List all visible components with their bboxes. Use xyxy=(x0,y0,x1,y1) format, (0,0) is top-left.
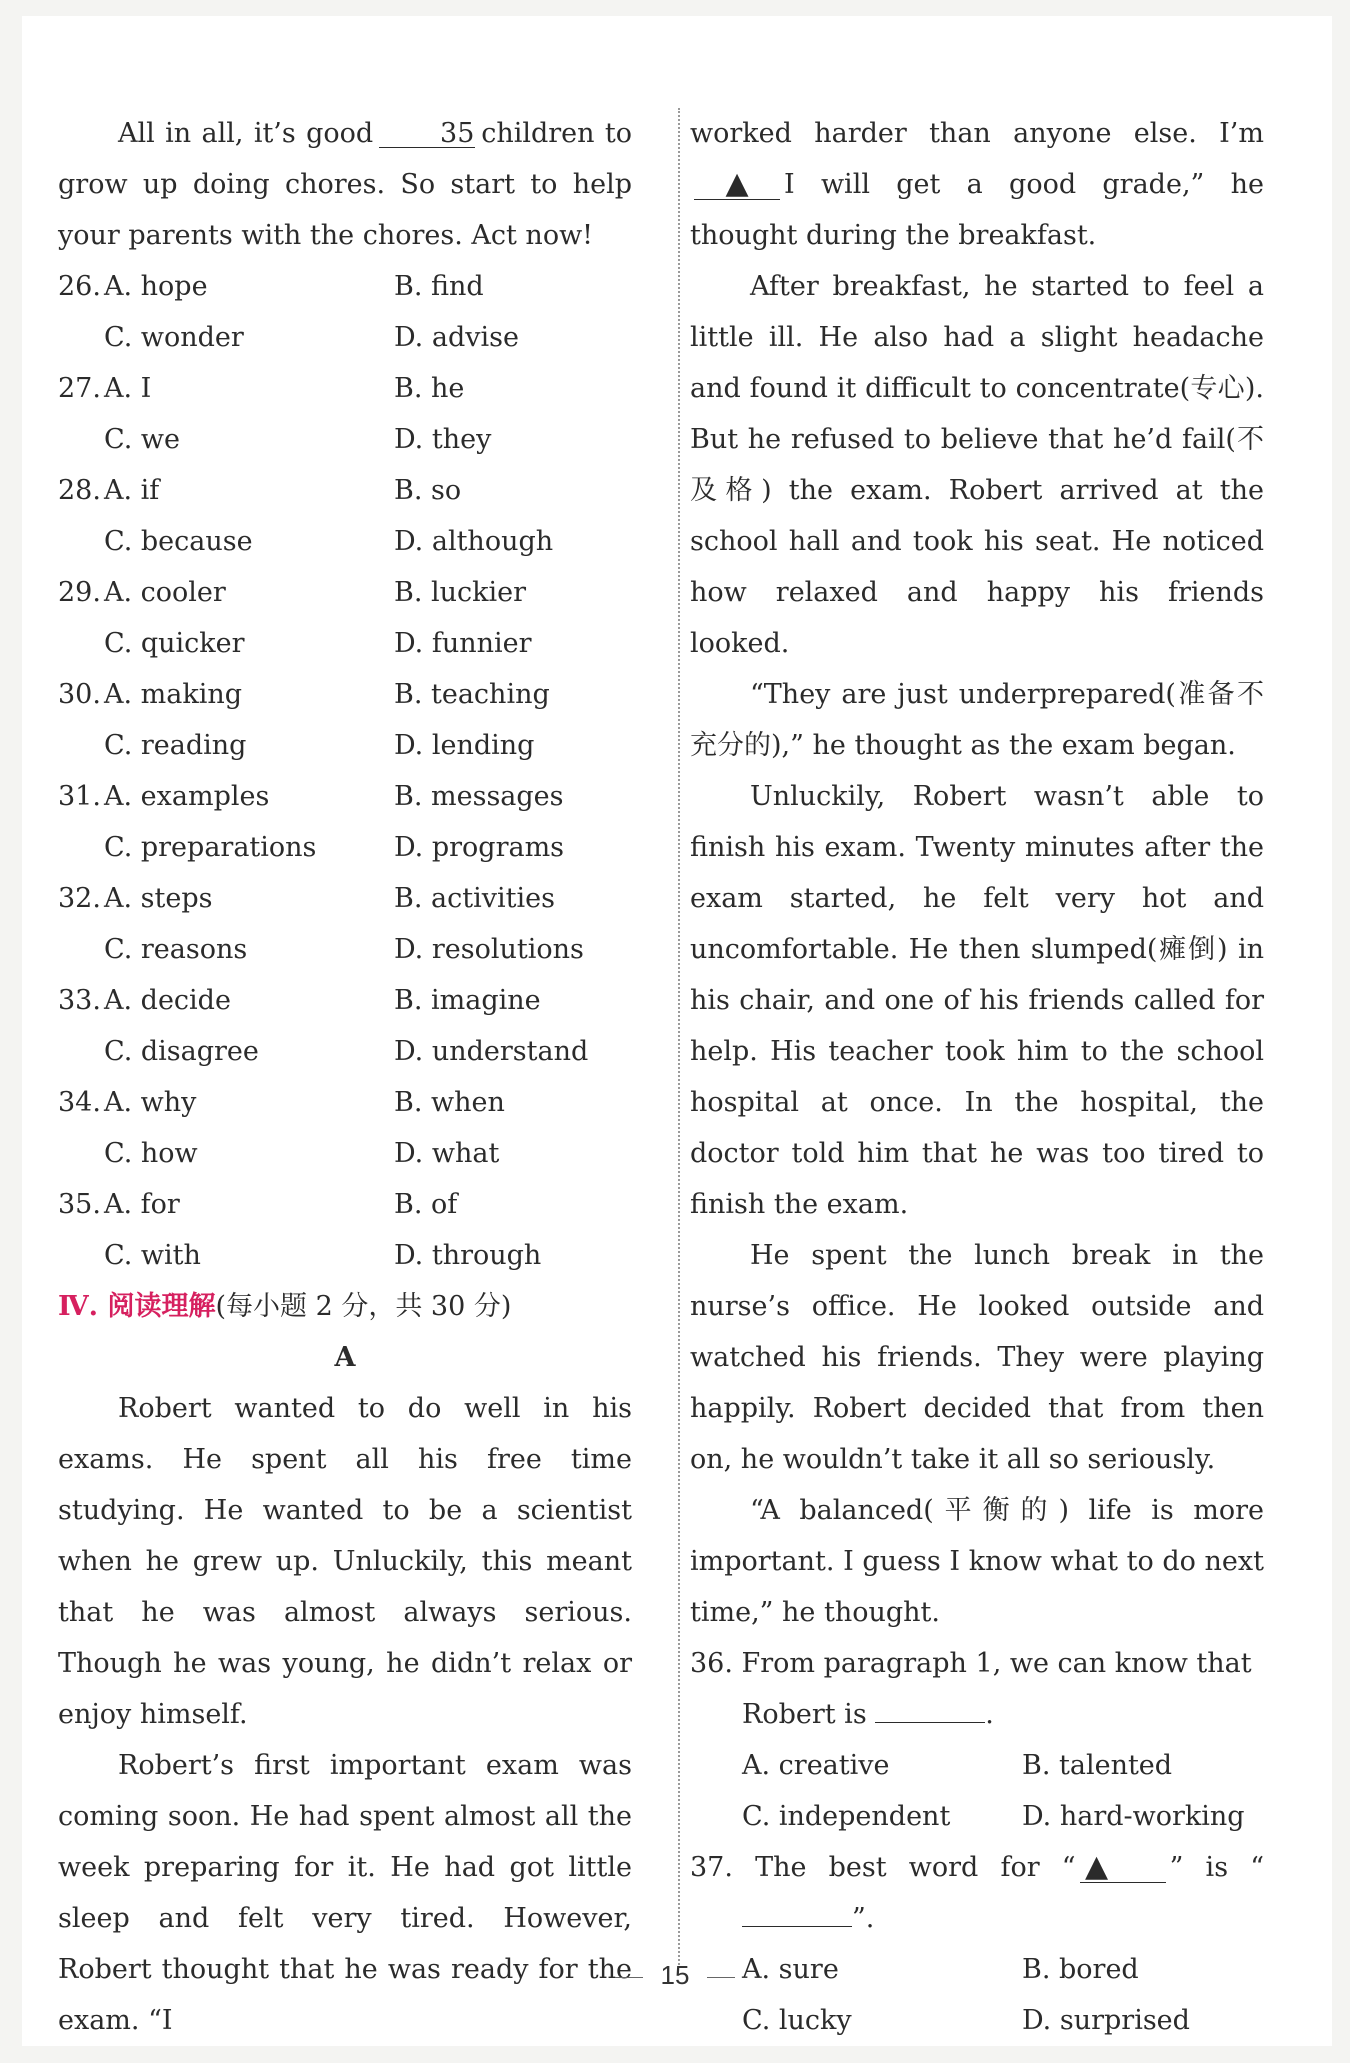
question-number: 34. xyxy=(58,1087,101,1118)
option-b: B. luckier xyxy=(394,577,527,608)
option-a: A. sure xyxy=(742,1954,839,1985)
passage-paragraph: He spent the lunch break in the nurse’s office. He looked outside and watched his friends. They were playing happily. Robert decided that from then on, he wouldn’t take it all so seriously. xyxy=(690,1240,1264,1475)
option-a: A. why xyxy=(104,1087,197,1118)
triangle-blank: ▲ xyxy=(694,169,780,200)
cloze-question xyxy=(58,363,632,465)
option-d: D. they xyxy=(394,424,492,455)
question-text: . xyxy=(985,1699,994,1730)
spacer xyxy=(58,822,104,873)
option-c: C. reading xyxy=(104,730,247,761)
spacer xyxy=(58,414,104,465)
answer-blank-35: 35 xyxy=(379,121,475,148)
option-d: D. through xyxy=(394,1240,542,1271)
question-number: 35. xyxy=(58,1189,101,1220)
option-d: D. programs xyxy=(394,832,565,863)
conclusion-paragraph xyxy=(58,108,632,261)
option-d: D. surprised xyxy=(1022,2005,1190,2036)
option-b: B. so xyxy=(394,475,462,506)
option-b: B. he xyxy=(394,373,465,404)
column-divider xyxy=(678,108,680,1968)
option-c: C. lucky xyxy=(742,2005,852,2036)
option-c: C. wonder xyxy=(104,322,244,353)
cloze-question xyxy=(58,1179,632,1281)
cloze-question xyxy=(58,567,632,669)
option-c: C. how xyxy=(104,1138,198,1169)
option-a: A. steps xyxy=(104,883,213,914)
option-b: B. when xyxy=(394,1087,505,1118)
answer-blank xyxy=(875,1722,985,1723)
option-b: B. messages xyxy=(394,781,564,812)
question-stem xyxy=(690,1842,1264,1944)
option-a: A. making xyxy=(104,679,243,710)
spacer xyxy=(58,924,104,975)
cloze-question xyxy=(58,975,632,1077)
question-number: 27. xyxy=(58,373,101,404)
question-number: 33. xyxy=(58,985,101,1016)
spacer xyxy=(58,1230,104,1281)
passage-paragraph: After breakfast, he started to feel a little ill. He also had a slight headache and found it difficult to concentrate(专心). But he refused to believe that he’d fail(不及格) the exam. Robert arrived at the school hall and took his seat. He noticed how relaxed and happy his friends looked. xyxy=(690,271,1264,659)
cloze-question xyxy=(58,669,632,771)
option-c: C. independent xyxy=(742,1801,951,1832)
cloze-options xyxy=(58,261,632,1281)
option-d: D. although xyxy=(394,526,554,557)
footer-dash xyxy=(707,1977,735,1978)
question-36 xyxy=(690,1638,1264,1842)
passage-label: A xyxy=(334,1342,356,1373)
question-number: 32. xyxy=(58,883,101,914)
answer-blank xyxy=(742,1926,852,1927)
option-a: A. if xyxy=(104,475,160,506)
page-number: 15 xyxy=(660,1960,690,1990)
option-c: C. disagree xyxy=(104,1036,259,1067)
option-a: A. decide xyxy=(104,985,231,1016)
footer-dash xyxy=(615,1977,643,1978)
option-a: A. creative xyxy=(742,1750,890,1781)
passage-paragraph: Unluckily, Robert wasn’t able to finish his exam. Twenty minutes after the exam started, he felt very hot and uncomfortable. He then slumped(瘫倒) in his chair, and one of his friends called for help. His teacher took him to the school hospital at once. In the hospital, the doctor told him that he was too tired to finish the exam. xyxy=(690,781,1264,1220)
option-d: D. funnier xyxy=(394,628,532,659)
option-b: B. activities xyxy=(394,883,555,914)
spacer xyxy=(58,1128,104,1179)
section-points: (每小题 2 分，共 30 分) xyxy=(215,1291,512,1322)
option-c: C. quicker xyxy=(104,628,245,659)
triangle-blank: ▲ xyxy=(1080,1852,1166,1883)
passage-paragraph: “They are just underprepared(准备不充分的),” he thought as the exam began. xyxy=(690,679,1264,761)
question-text: 36. From paragraph 1, we can know that Robert is xyxy=(690,1648,1252,1730)
question-number: 26. xyxy=(58,271,101,302)
right-column xyxy=(690,108,1264,2046)
cloze-question xyxy=(58,1077,632,1179)
paragraph-text: I will get a good grade,” he thought during the breakfast. xyxy=(690,169,1264,251)
option-a: A. I xyxy=(104,373,152,404)
passage-paragraph xyxy=(690,108,1264,261)
left-column xyxy=(58,108,632,2046)
option-d: D. hard-working xyxy=(1022,1801,1245,1832)
cloze-question xyxy=(58,873,632,975)
question-text: 37. The best word for “ xyxy=(690,1852,1076,1883)
option-b: B. talented xyxy=(1022,1750,1173,1781)
passage-paragraph: “A balanced(平衡的) life is more important. I guess I know what to do next time,” he thought. xyxy=(690,1495,1264,1628)
spacer xyxy=(58,312,104,363)
cloze-question xyxy=(58,465,632,567)
option-d: D. lending xyxy=(394,730,535,761)
option-b: B. of xyxy=(394,1189,458,1220)
spacer xyxy=(58,516,104,567)
option-c: C. reasons xyxy=(104,934,248,965)
question-number: 31. xyxy=(58,781,101,812)
paragraph-text: children to grow up doing chores. So start to help your parents with the chores. Act now! xyxy=(58,118,633,251)
option-a: A. examples xyxy=(104,781,270,812)
page-footer xyxy=(0,1960,1350,1991)
question-37 xyxy=(690,1842,1264,2046)
question-options xyxy=(690,1740,1264,1842)
option-a: A. cooler xyxy=(104,577,226,608)
option-b: B. teaching xyxy=(394,679,550,710)
option-d: D. advise xyxy=(394,322,519,353)
question-text: ” is “ xyxy=(1169,1852,1265,1883)
question-number: 30. xyxy=(58,679,101,710)
paragraph-text: worked harder than anyone else. I’m xyxy=(690,118,1264,149)
option-b: B. imagine xyxy=(394,985,541,1016)
cloze-question xyxy=(58,261,632,363)
section-title: Ⅳ. 阅读理解 xyxy=(58,1291,216,1322)
option-d: D. understand xyxy=(394,1036,589,1067)
passage-paragraph: Robert wanted to do well in his exams. He spent all his free time studying. He wanted to be a scientist when he grew up. Unluckily, this meant that he was almost always serious. Though he was young, he didn’t relax or enjoy himself. xyxy=(58,1393,632,1730)
option-a: A. hope xyxy=(104,271,208,302)
cloze-question xyxy=(58,771,632,873)
question-stem xyxy=(690,1638,1264,1740)
option-b: B. find xyxy=(394,271,484,302)
question-number: 29. xyxy=(58,577,101,608)
spacer xyxy=(58,1026,104,1077)
spacer xyxy=(58,618,104,669)
paragraph-text: All in all, it’s good xyxy=(118,118,374,149)
option-c: C. preparations xyxy=(104,832,317,863)
option-d: D. resolutions xyxy=(394,934,584,965)
section-heading xyxy=(58,1281,632,1332)
option-b: B. bored xyxy=(1022,1954,1139,1985)
option-c: C. because xyxy=(104,526,253,557)
question-text: ”. xyxy=(852,1903,875,1934)
question-number: 28. xyxy=(58,475,101,506)
option-c: C. we xyxy=(104,424,180,455)
passage-paragraph: Robert’s first important exam was coming soon. He had spent almost all the week preparing for it. He had got little sleep and felt very tired. However, Robert thought that he was ready for the exam. “I xyxy=(58,1750,632,2036)
option-d: D. what xyxy=(394,1138,500,1169)
option-c: C. with xyxy=(104,1240,201,1271)
option-a: A. for xyxy=(104,1189,180,1220)
spacer xyxy=(58,720,104,771)
